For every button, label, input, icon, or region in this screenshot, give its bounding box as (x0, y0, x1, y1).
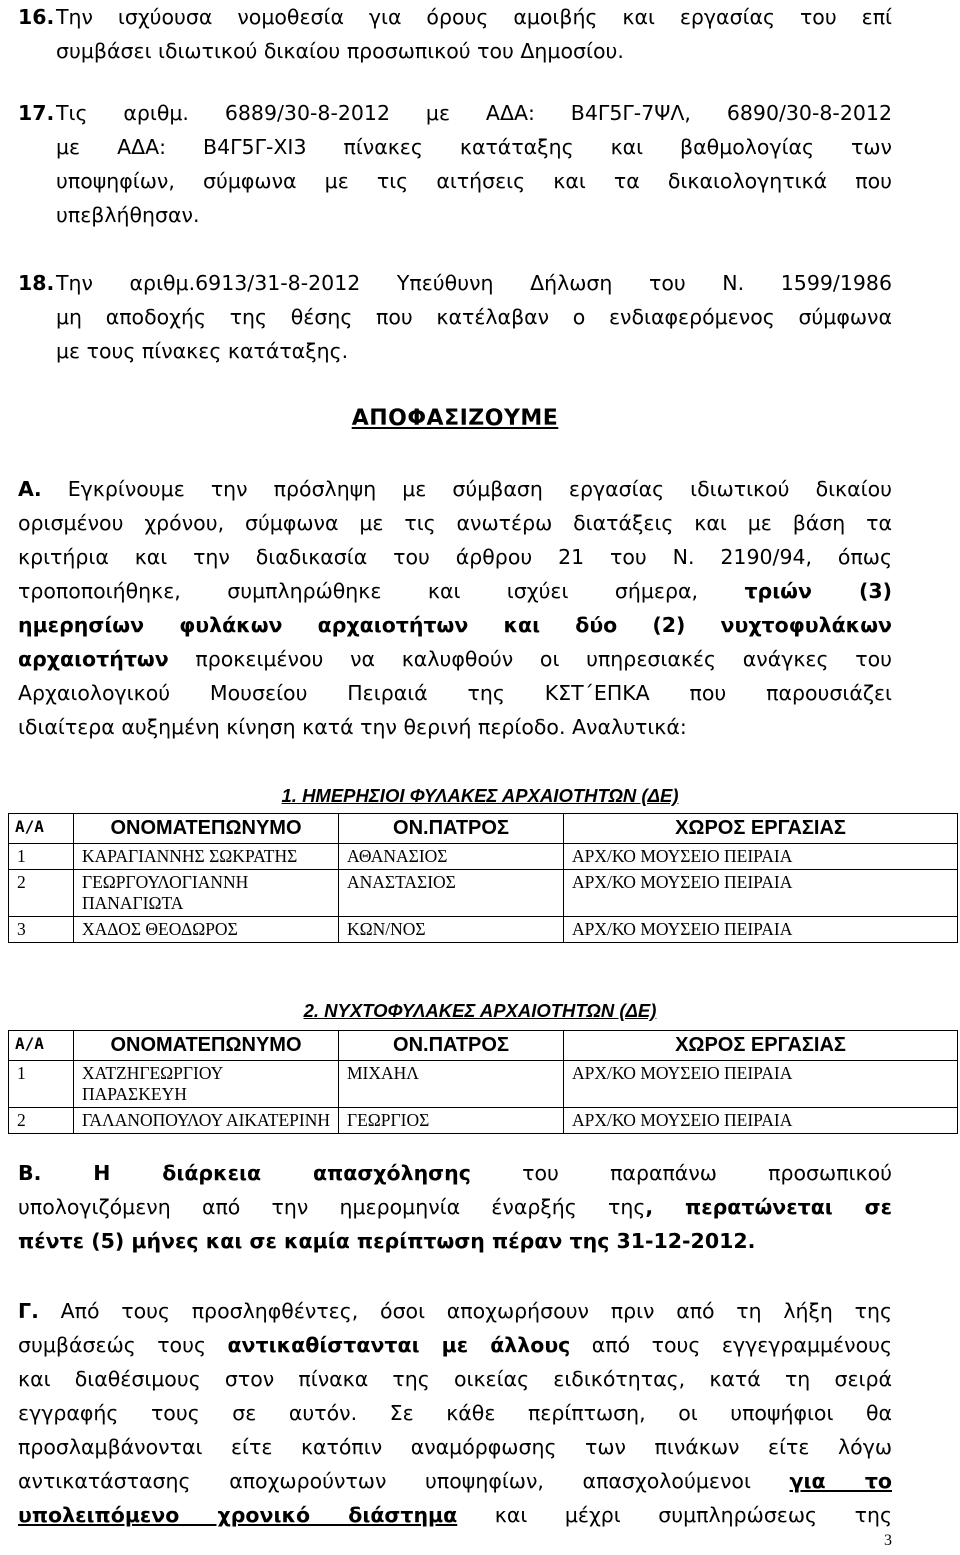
cell-aa: 2 (9, 1108, 74, 1134)
cell-workplace: ΑΡΧ/ΚΟ ΜΟΥΣΕΙΟ ΠΕΙΡΑΙΑ (564, 1061, 958, 1108)
col-header-name: ΟΝΟΜΑΤΕΠΩΝΥΜΟ (74, 1031, 339, 1061)
decision-heading: ΑΠΟΦΑΣΙΖΟΥΜΕ (351, 406, 559, 431)
item-number: 17. (18, 101, 55, 125)
cell-name: ΧΑΔΟΣ ΘΕΟΔΩΡΟΣ (74, 917, 339, 943)
col-header-aa: Α/Α (9, 814, 74, 844)
section-bold-text: αρχαιοτήτων (18, 647, 169, 671)
col-header-workplace: ΧΩΡΟΣ ΕΡΓΑΣΙΑΣ (564, 814, 958, 844)
col-header-father: ΟΝ.ΠΑΤΡΟΣ (339, 1031, 564, 1061)
section-text: του παραπάνω προσωπικού (522, 1161, 892, 1185)
item-text-line: Τις αριθμ. 6889/30-8-2012 με ΑΔΑ: Β4Γ5Γ-7ΨΛ, 6890/30-8-2012 (56, 101, 892, 125)
item-text-line: συμβάσει ιδιωτικού δικαίου προσωπικού του Δημοσίου. (56, 39, 624, 63)
item-18 (18, 266, 892, 368)
section-text: από τους εγγεγραμμένους (591, 1333, 892, 1357)
section-bold-text: ημερησίων φυλάκων αρχαιοτήτων και δύο (2) νυχτοφυλάκων (18, 613, 892, 637)
section-text-line: ιδιαίτερα αυξημένη κίνηση κατά την θερινή περίοδο. Αναλυτικά: (18, 715, 687, 739)
section-label: Α. (18, 477, 42, 501)
table-row (9, 1108, 958, 1134)
cell-aa: 3 (9, 917, 74, 943)
col-header-aa: Α/Α (9, 1031, 74, 1061)
section-text-line: και διαθέσιμους στον πίνακα της οικείας ειδικότητας, κατά τη σειρά (18, 1367, 892, 1391)
cell-workplace: ΑΡΧ/ΚΟ ΜΟΥΣΕΙΟ ΠΕΙΡΑΙΑ (564, 870, 958, 917)
table-header-row (9, 814, 958, 844)
col-header-name: ΟΝΟΜΑΤΕΠΩΝΥΜΟ (74, 814, 339, 844)
section-text-line: κριτήρια και την διαδικασία του άρθρου 21 του Ν. 2190/94, όπως (18, 545, 892, 569)
cell-father: ΑΝΑΣΤΑΣΙΟΣ (339, 870, 564, 917)
cell-workplace: ΑΡΧ/ΚΟ ΜΟΥΣΕΙΟ ΠΕΙΡΑΙΑ (564, 844, 958, 870)
section-bold-underlined-text: υπολειπόμενο χρονικό διάστημα (18, 1503, 458, 1527)
section-bold-text: , περατώνεται σε (645, 1195, 892, 1219)
section-text: αντικατάστασης αποχωρούντων υποψηφίων, απασχολούμενοι (18, 1469, 751, 1493)
cell-father: ΑΘΑΝΑΣΙΟΣ (339, 844, 564, 870)
table-day-guards (8, 813, 958, 943)
item-text-line: με τους πίνακες κατάταξης. (56, 339, 349, 363)
section-bold-text: αντικαθίστανται με άλλους (227, 1333, 571, 1357)
cell-name: ΧΑΤΖΗΓΕΩΡΓΙΟΥ ΠΑΡΑΣΚΕΥΗ (74, 1061, 339, 1108)
cell-father: ΓΕΩΡΓΙΟΣ (339, 1108, 564, 1134)
cell-aa: 2 (9, 870, 74, 917)
cell-aa: 1 (9, 844, 74, 870)
table-night-guards (8, 1030, 958, 1134)
section-b (18, 1156, 892, 1258)
item-16 (18, 0, 892, 68)
section-bold-text: τριών (3) (744, 579, 892, 603)
section-text: υπολογιζόμενη από την ημερομηνία έναρξής της (18, 1195, 646, 1219)
section-label: Γ. (18, 1299, 39, 1323)
section-bold-text: Β. Η διάρκεια απασχόλησης (18, 1161, 471, 1185)
section-text: Από τους προσληφθέντες, όσοι αποχωρήσουν πριν από τη λήξη της (60, 1299, 892, 1323)
section-text: τροποποιήθηκε, συμπληρώθηκε και ισχύει σήμερα, (18, 579, 699, 603)
section-text-line: εγγραφής τους σε αυτόν. Σε κάθε περίπτωση, οι υποψήφιοι θα (18, 1401, 892, 1425)
item-text-line: μη αποδοχής της θέσης που κατέλαβαν ο ενδιαφερόμενος σύμφωνα (56, 305, 892, 329)
section-text: συμβάσεώς τους (18, 1333, 206, 1357)
section-text-line: Εγκρίνουμε την πρόσληψη με σύμβαση εργασίας ιδιωτικού δικαίου (67, 477, 892, 501)
cell-workplace: ΑΡΧ/ΚΟ ΜΟΥΣΕΙΟ ΠΕΙΡΑΙΑ (564, 1108, 958, 1134)
table-row (9, 917, 958, 943)
section-a (18, 472, 892, 744)
section-text-line: Αρχαιολογικού Μουσείου Πειραιά της ΚΣΤ΄ΕΠΚΑ που παρουσιάζει (18, 681, 892, 705)
table-header-row (9, 1031, 958, 1061)
item-text-line: Την αριθμ.6913/31-8-2012 Υπεύθυνη Δήλωση του Ν. 1599/1986 (56, 271, 892, 295)
item-17 (18, 96, 892, 232)
page-number: 3 (884, 1532, 892, 1549)
item-text-line: υποψηφίων, σύμφωνα με τις αιτήσεις και τα δικαιολογητικά που (56, 169, 892, 193)
col-header-father: ΟΝ.ΠΑΤΡΟΣ (339, 814, 564, 844)
section-text: προκειμένου να καλυφθούν οι υπηρεσιακές ανάγκες του (195, 647, 892, 671)
item-text-line: Την ισχύουσα νομοθεσία για όρους αμοιβής και εργασίας του επί (56, 5, 892, 29)
section-text-line: ορισμένου χρόνου, σύμφωνα με τις ανωτέρω διατάξεις και με βάση τα (18, 511, 892, 535)
table-row (9, 1061, 958, 1108)
section-c (18, 1294, 892, 1532)
table-row (9, 844, 958, 870)
item-number: 16. (18, 5, 55, 29)
cell-workplace: ΑΡΧ/ΚΟ ΜΟΥΣΕΙΟ ΠΕΙΡΑΙΑ (564, 917, 958, 943)
item-text-line: υπεβλήθησαν. (56, 203, 200, 227)
table2-caption: 2. ΝΥΧΤΟΦΥΛΑΚΕΣ ΑΡΧΑΙΟΤΗΤΩΝ (ΔΕ) (303, 1000, 657, 1021)
section-bold-underlined-text: για το (789, 1469, 892, 1493)
section-text: και μέχρι συμπληρώσεως της (494, 1503, 892, 1527)
cell-name: ΓΑΛΑΝΟΠΟΥΛΟΥ ΑΙΚΑΤΕΡΙΝΗ (74, 1108, 339, 1134)
section-text-line: προσλαμβάνονται είτε κατόπιν αναμόρφωσης των πινάκων είτε λόγω (18, 1435, 892, 1459)
item-number: 18. (18, 271, 55, 295)
col-header-workplace: ΧΩΡΟΣ ΕΡΓΑΣΙΑΣ (564, 1031, 958, 1061)
table1-caption: 1. ΗΜΕΡΗΣΙΟΙ ΦΥΛΑΚΕΣ ΑΡΧΑΙΟΤΗΤΩΝ (ΔΕ) (281, 785, 679, 806)
section-bold-text: πέντε (5) μήνες και σε καμία περίπτωση πέραν της 31-12-2012. (18, 1229, 756, 1253)
cell-name: ΓΕΩΡΓΟΥΛΟΓΙΑΝΝΗ ΠΑΝΑΓΙΩΤΑ (74, 870, 339, 917)
cell-father: ΜΙΧΑΗΛ (339, 1061, 564, 1108)
cell-name: ΚΑΡΑΓΙΑΝΝΗΣ ΣΩΚΡΑΤΗΣ (74, 844, 339, 870)
item-text-line: με ΑΔΑ: Β4Γ5Γ-ΧΙ3 πίνακες κατάταξης και βαθμολογίας των (56, 135, 892, 159)
cell-father: ΚΩΝ/ΝΟΣ (339, 917, 564, 943)
table-row (9, 870, 958, 917)
cell-aa: 1 (9, 1061, 74, 1108)
